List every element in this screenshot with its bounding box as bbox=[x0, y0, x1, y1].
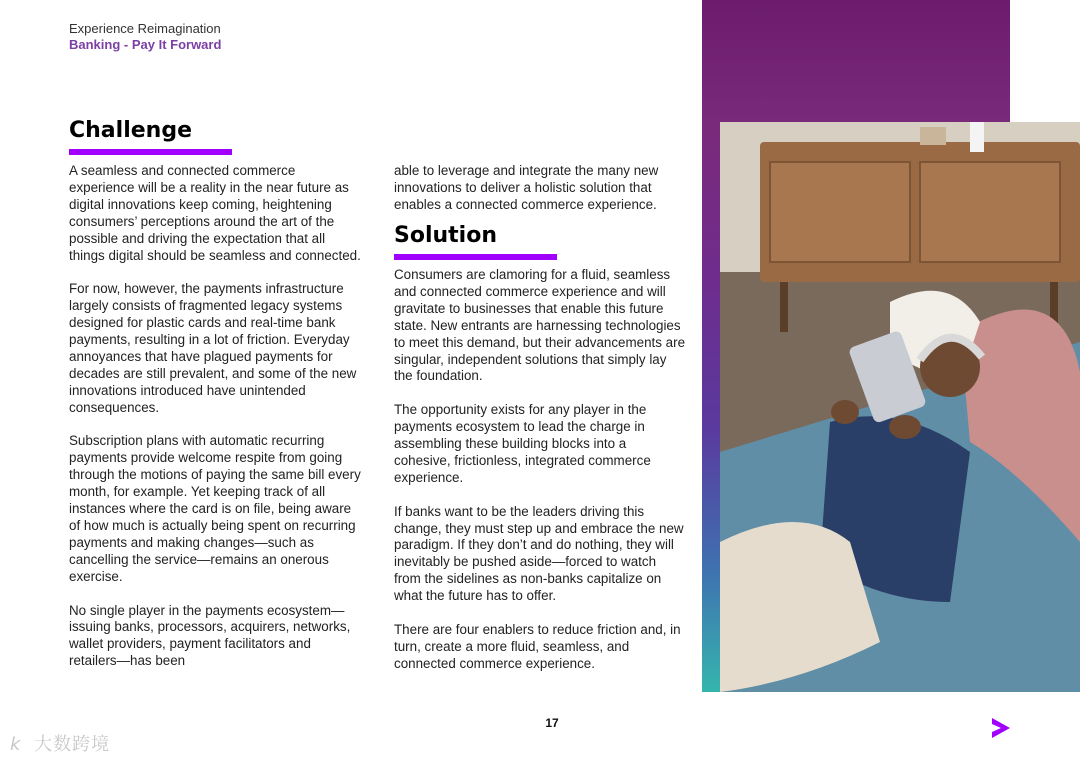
eyebrow-section-title: Banking - Pay It Forward bbox=[69, 37, 222, 52]
challenge-heading: Challenge bbox=[69, 118, 192, 143]
watermark-logo: k bbox=[10, 734, 22, 755]
chevron-right-icon[interactable] bbox=[990, 716, 1012, 745]
challenge-paragraph-4: No single player in the payments ecosystem—issuing banks, processors, acquirers, networks, wallet providers, payment facilitators and retailers—has been bbox=[69, 602, 351, 669]
challenge-column bbox=[69, 163, 361, 687]
challenge-paragraph-2: For now, however, the payments infrastructure largely consists of fragmented legacy systems designed for plastic cards and real-time bank payments, resulting in a lot of friction. Everyday annoyances that have plagued payments for decades are still prevalent, and some of the new innovations introduced have unintended consequences. bbox=[69, 281, 357, 415]
man-with-tablet-photo bbox=[720, 122, 1080, 692]
solution-paragraph-2: The opportunity exists for any player in the payments ecosystem to lead the charge in assembling these building blocks into a cohesive, frictionless, integrated commerce experience. bbox=[394, 402, 651, 485]
watermark-text: 大数跨境 bbox=[34, 734, 111, 755]
page-number: 17 bbox=[545, 716, 559, 730]
challenge-paragraph-1: A seamless and connected commerce experience will be a reality in the near future as digital innovations keep coming, heightening consumers’ perceptions around the art of the possible and driving the expectation that all things digital should be seamless and connected. bbox=[69, 163, 361, 263]
solution-heading: Solution bbox=[394, 223, 497, 248]
challenge-continuation-column bbox=[394, 163, 686, 231]
challenge-continuation: able to leverage and integrate the many new innovations to deliver a holistic solution that enables a connected commerce experience. bbox=[394, 163, 659, 212]
challenge-paragraph-3: Subscription plans with automatic recurring payments provide welcome respite from going through the motions of paying the same bill every month, for example. Yet keeping track of all instances where the card is on file, being aware of how much is actually being spent on recurring payments and making changes—such as cancelling the service—remains an onerous exercise. bbox=[69, 433, 361, 584]
eyebrow-series-title: Experience Reimagination bbox=[69, 21, 221, 36]
solution-column bbox=[394, 267, 686, 690]
document-eyebrow bbox=[69, 21, 221, 53]
watermark bbox=[10, 730, 110, 756]
solution-heading-underline bbox=[394, 254, 557, 260]
solution-paragraph-4: There are four enablers to reduce friction and, in turn, create a more fluid, seamless, and connected commerce experience. bbox=[394, 621, 681, 671]
solution-paragraph-3: If banks want to be the leaders driving this change, they must step up and embrace the new paradigm. If they don’t and do nothing, they will inevitably be pushed aside—forced to watch from the sidelines as non-banks capitalize on what the future has to offer. bbox=[394, 503, 684, 604]
photo-illustration bbox=[720, 122, 1080, 692]
solution-paragraph-1: Consumers are clamoring for a fluid, seamless and connected commerce experience and will gravitate to businesses that enable this future state. New entrants are harnessing technologies to meet this demand, but their advancements are singular, independent solutions that simply lay the foundation. bbox=[394, 267, 686, 384]
challenge-heading-underline bbox=[69, 149, 232, 155]
